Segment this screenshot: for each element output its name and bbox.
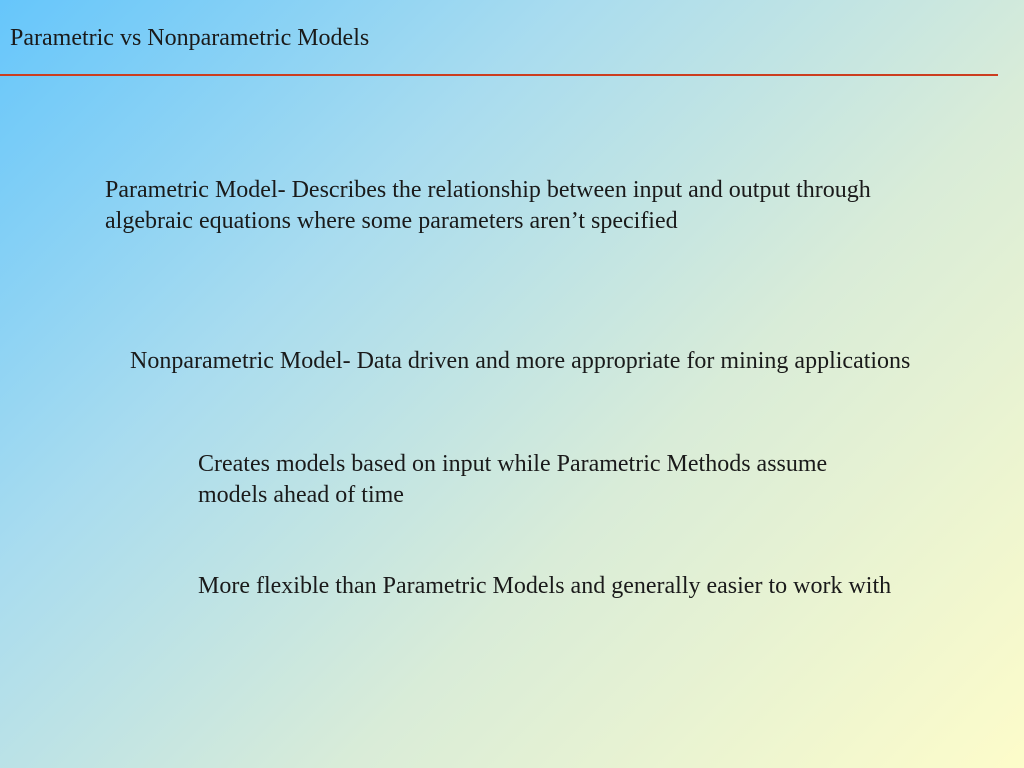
nonparametric-point-flexible: More flexible than Parametric Models and generally easier to work with <box>198 573 892 599</box>
slide-title: Parametric vs Nonparametric Models <box>10 25 370 51</box>
title-divider <box>0 74 998 76</box>
nonparametric-model-definition: Nonparametric Model- Data driven and more appropriate for mining applications <box>130 348 911 374</box>
parametric-model-definition: Parametric Model- Describes the relationship between input and output through algebraic equations where some parameters aren’t specified <box>105 177 871 234</box>
nonparametric-point-input-based: Creates models based on input while Parametric Methods assume models ahead of time <box>198 451 828 508</box>
